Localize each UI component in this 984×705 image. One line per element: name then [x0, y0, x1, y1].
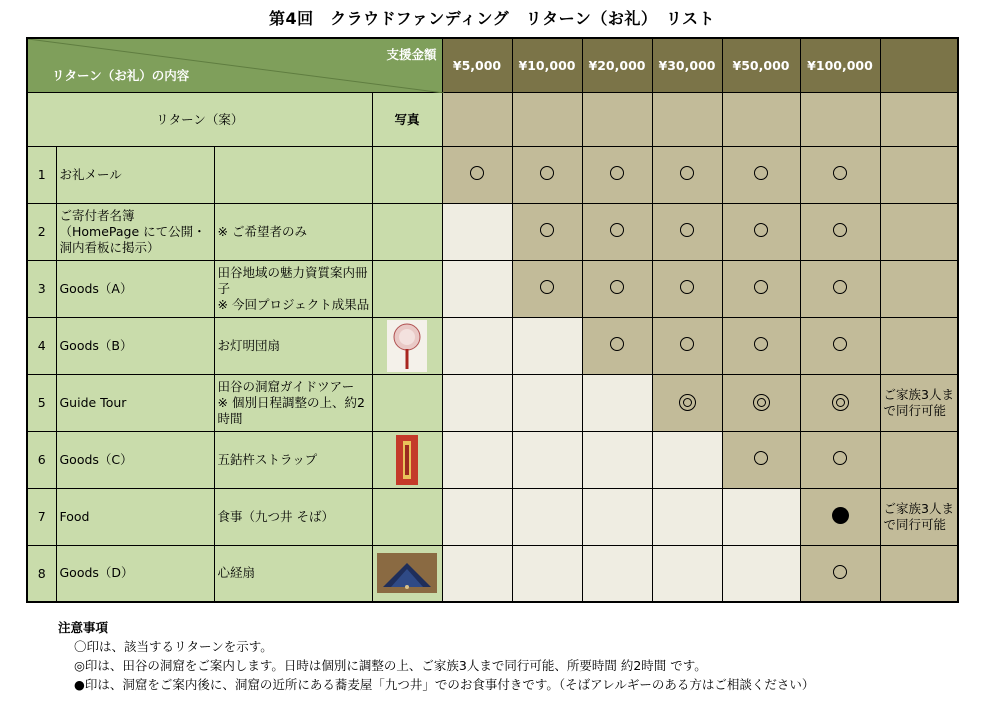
item-name-cell	[56, 431, 214, 488]
photo-cell	[372, 146, 442, 203]
mark-cell	[512, 431, 582, 488]
note-line: ●印は、洞窟をご案内後に、洞窟の近所にある蕎麦屋「九つ井」でのお食事付きです。（そばアレルギーのある方はご相談ください）	[74, 677, 815, 692]
header-blank	[582, 92, 652, 146]
mark-cell	[582, 545, 652, 602]
item-desc-line: ※ 今回プロジェクト成果品	[217, 296, 370, 312]
table-row	[27, 545, 958, 602]
mark-cell	[512, 260, 582, 317]
return-content-label: リターン（お礼）の内容	[52, 67, 190, 83]
item-name-cell	[56, 146, 214, 203]
row-number: 7	[27, 488, 56, 545]
circle-mark	[470, 166, 484, 180]
photo-cell	[372, 431, 442, 488]
photo-cell	[372, 260, 442, 317]
mark-cell	[652, 260, 722, 317]
mark-cell	[722, 203, 800, 260]
mark-cell	[800, 203, 880, 260]
strap-photo	[396, 435, 418, 485]
mark-cell	[800, 317, 880, 374]
item-name-line: Goods（B）	[59, 337, 133, 353]
mark-cell	[652, 203, 722, 260]
item-desc-cell	[214, 374, 372, 431]
mark-cell	[442, 431, 512, 488]
mark-cell	[800, 260, 880, 317]
mark-cell	[512, 488, 582, 545]
notes-section	[58, 618, 814, 694]
circle-mark	[833, 166, 847, 180]
mark-cell	[512, 317, 582, 374]
mark-cell	[722, 374, 800, 431]
uchiwa-fan-photo	[387, 320, 427, 372]
note-text: で同行可能	[883, 516, 947, 532]
mark-cell	[512, 545, 582, 602]
filled-circle-mark	[832, 507, 849, 524]
item-desc-cell	[214, 317, 372, 374]
mark-cell	[512, 374, 582, 431]
note-text: ご家族3人ま	[883, 500, 954, 516]
page-title: 第4回 クラウドファンディング リターン（お礼） リスト	[268, 9, 716, 28]
circle-mark	[610, 223, 624, 237]
circle-mark	[540, 223, 554, 237]
circle-mark	[833, 337, 847, 351]
row-number: 8	[27, 545, 56, 602]
header-blank	[442, 92, 512, 146]
amount-header-extra	[880, 38, 958, 92]
circle-mark	[680, 337, 694, 351]
double-circle-mark	[679, 394, 696, 411]
table-row	[27, 488, 958, 545]
note-text: で同行可能	[883, 402, 947, 418]
remark-cell	[880, 317, 958, 374]
amount-header-5000: ¥5,000	[442, 38, 512, 92]
item-name-line: Goods（C）	[59, 451, 133, 467]
amount-header-30000: ¥30,000	[652, 38, 722, 92]
item-desc-line: お灯明団扇	[217, 337, 281, 353]
note-text: ご家族3人ま	[883, 386, 954, 402]
item-desc-line: 食事（九つ井 そば）	[217, 508, 334, 524]
item-name-line: Food	[59, 508, 90, 524]
header-diagonal-cell	[27, 38, 442, 92]
circle-mark	[754, 166, 768, 180]
header-blank	[800, 92, 880, 146]
circle-mark	[754, 280, 768, 294]
item-name-cell	[56, 488, 214, 545]
item-name-line: ご寄付者名簿	[59, 207, 135, 223]
mark-cell	[582, 317, 652, 374]
mark-cell	[582, 431, 652, 488]
mark-cell	[442, 146, 512, 203]
table-row	[27, 317, 958, 374]
mark-cell	[652, 374, 722, 431]
circle-mark	[680, 280, 694, 294]
remark-cell	[880, 146, 958, 203]
photo-cell	[372, 488, 442, 545]
item-name-cell	[56, 317, 214, 374]
row-number: 5	[27, 374, 56, 431]
remark-cell	[880, 488, 958, 545]
circle-mark	[610, 337, 624, 351]
amount-header-20000: ¥20,000	[582, 38, 652, 92]
row-number: 2	[27, 203, 56, 260]
row-number: 6	[27, 431, 56, 488]
mark-cell	[582, 146, 652, 203]
header-blank	[512, 92, 582, 146]
double-circle-mark	[832, 394, 849, 411]
mark-cell	[800, 431, 880, 488]
mark-cell	[652, 488, 722, 545]
photo-cell	[372, 374, 442, 431]
mark-cell	[582, 260, 652, 317]
header-blank	[652, 92, 722, 146]
mark-cell	[442, 317, 512, 374]
mark-cell	[652, 545, 722, 602]
item-desc-cell	[214, 545, 372, 602]
item-desc-line: ※ 個別日程調整の上、約2時間	[217, 394, 365, 426]
item-name-cell	[56, 374, 214, 431]
folding-fan-photo	[377, 553, 437, 593]
row-number: 4	[27, 317, 56, 374]
return-plan-header: リターン（案）	[27, 92, 372, 146]
circle-mark	[833, 565, 847, 579]
item-desc-cell	[214, 203, 372, 260]
mark-cell	[582, 488, 652, 545]
item-desc-line: 心経扇	[217, 565, 256, 581]
item-desc-cell	[214, 431, 372, 488]
header-blank	[880, 92, 958, 146]
amount-header-50000: ¥50,000	[722, 38, 800, 92]
mark-cell	[722, 545, 800, 602]
remark-cell	[880, 431, 958, 488]
item-desc-line: 田谷地域の魅力資質案内冊子	[217, 264, 368, 296]
mark-cell	[652, 317, 722, 374]
table-row	[27, 260, 958, 317]
item-desc-cell	[214, 488, 372, 545]
item-desc-cell	[214, 260, 372, 317]
amount-header-100000: ¥100,000	[800, 38, 880, 92]
item-name-line: Goods（A）	[59, 280, 133, 296]
mark-cell	[582, 374, 652, 431]
photo-cell	[372, 317, 442, 374]
circle-mark	[754, 451, 768, 465]
table-row	[27, 374, 958, 431]
circle-mark	[610, 166, 624, 180]
mark-cell	[512, 146, 582, 203]
item-name-line: 洞内看板に掲示）	[59, 239, 160, 255]
remark-cell	[880, 260, 958, 317]
item-name-line: お礼メール	[59, 166, 122, 182]
mark-cell	[652, 431, 722, 488]
item-name-line: Guide Tour	[59, 394, 127, 410]
returns-table	[26, 37, 959, 603]
remark-cell	[880, 545, 958, 602]
item-desc-cell	[214, 146, 372, 203]
circle-mark	[754, 337, 768, 351]
mark-cell	[442, 488, 512, 545]
circle-mark	[833, 280, 847, 294]
photo-header: 写真	[372, 92, 442, 146]
item-desc-line: ※ ご希望者のみ	[217, 223, 307, 239]
note-line: 〇印は、該当するリターンを示す。	[74, 639, 273, 654]
circle-mark	[680, 166, 694, 180]
mark-cell	[800, 545, 880, 602]
mark-cell	[722, 146, 800, 203]
item-name-cell	[56, 545, 214, 602]
mark-cell	[722, 431, 800, 488]
double-circle-mark	[753, 394, 770, 411]
item-desc-line: 五鈷杵ストラップ	[217, 451, 318, 467]
row-number: 3	[27, 260, 56, 317]
mark-cell	[722, 488, 800, 545]
circle-mark	[833, 451, 847, 465]
mark-cell	[512, 203, 582, 260]
mark-cell	[442, 545, 512, 602]
remark-cell	[880, 374, 958, 431]
mark-cell	[800, 146, 880, 203]
circle-mark	[754, 223, 768, 237]
circle-mark	[610, 280, 624, 294]
amount-label: 支援金額	[386, 47, 437, 62]
header-blank	[722, 92, 800, 146]
notes-heading: 注意事項	[58, 620, 109, 635]
circle-mark	[540, 166, 554, 180]
circle-mark	[833, 223, 847, 237]
table-row	[27, 146, 958, 203]
item-desc-line: 田谷の洞窟ガイドツアー	[217, 378, 355, 394]
circle-mark	[540, 280, 554, 294]
mark-cell	[442, 203, 512, 260]
mark-cell	[800, 374, 880, 431]
remark-cell	[880, 203, 958, 260]
item-name-cell	[56, 203, 214, 260]
table-row	[27, 203, 958, 260]
mark-cell	[722, 260, 800, 317]
note-line: ◎印は、田谷の洞窟をご案内します。日時は個別に調整の上、ご家族3人まで同行可能、所要時間 約2時間 です。	[74, 658, 707, 673]
mark-cell	[442, 374, 512, 431]
mark-cell	[800, 488, 880, 545]
row-number: 1	[27, 146, 56, 203]
amount-header-10000: ¥10,000	[512, 38, 582, 92]
item-name-line: （HomePage にて公開・	[59, 223, 206, 239]
item-name-cell	[56, 260, 214, 317]
photo-cell	[372, 203, 442, 260]
mark-cell	[722, 317, 800, 374]
circle-mark	[680, 223, 694, 237]
item-name-line: Goods（D）	[59, 565, 134, 581]
table-row	[27, 431, 958, 488]
mark-cell	[442, 260, 512, 317]
photo-cell	[372, 545, 442, 602]
mark-cell	[582, 203, 652, 260]
mark-cell	[652, 146, 722, 203]
